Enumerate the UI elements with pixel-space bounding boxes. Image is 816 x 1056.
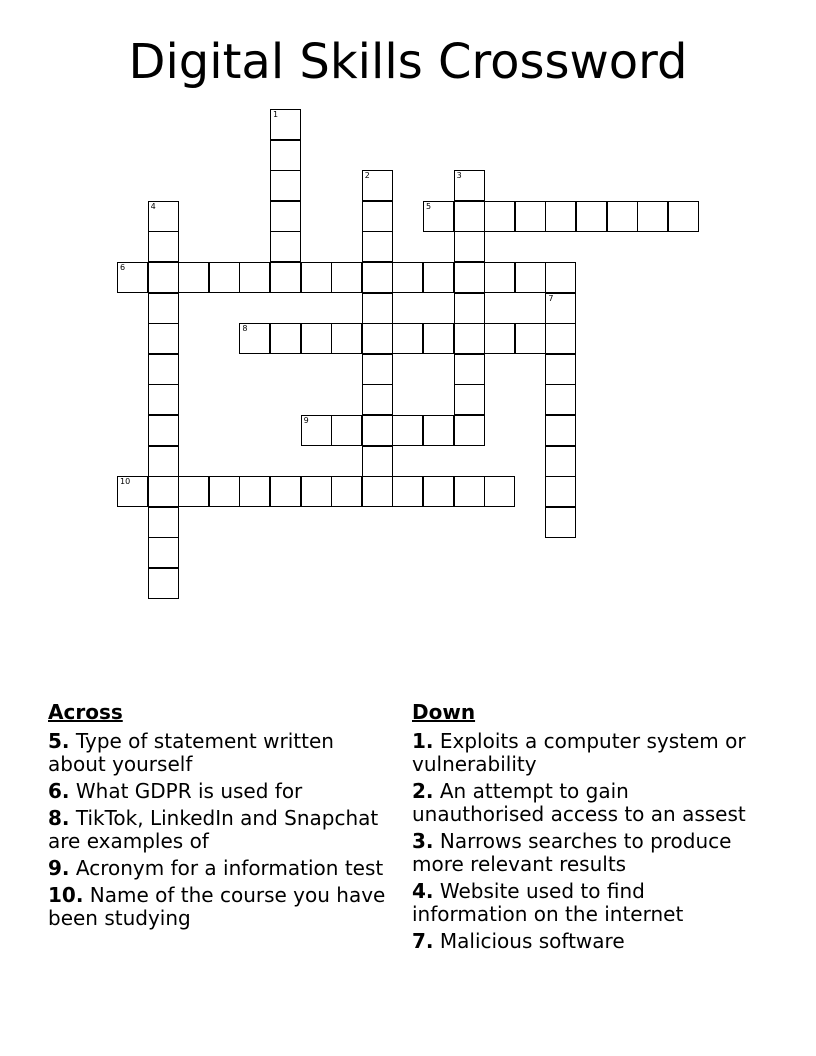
across-clue-9: 9. Acronym for a information test bbox=[48, 856, 384, 880]
grid-cell[interactable] bbox=[148, 323, 179, 354]
grid-cell[interactable] bbox=[148, 507, 179, 538]
grid-cell[interactable] bbox=[239, 476, 270, 507]
grid-cell[interactable] bbox=[545, 384, 576, 415]
grid-cell[interactable] bbox=[362, 323, 393, 354]
page-title: Digital Skills Crossword bbox=[128, 34, 688, 90]
grid-cell[interactable] bbox=[239, 323, 270, 354]
down-clue-7: 7. Malicious software bbox=[412, 929, 625, 953]
grid-cell[interactable] bbox=[148, 384, 179, 415]
clue-number: 3 bbox=[456, 171, 462, 181]
clue-number: 8 bbox=[242, 324, 248, 334]
grid-cell[interactable] bbox=[392, 323, 423, 354]
clue-number: 5 bbox=[426, 201, 432, 211]
grid-cell[interactable] bbox=[362, 170, 393, 201]
grid-cell[interactable] bbox=[668, 201, 699, 232]
grid-cell[interactable] bbox=[301, 323, 332, 354]
clue-number: 7 bbox=[548, 293, 554, 303]
grid-cell[interactable] bbox=[392, 262, 423, 293]
grid-cell[interactable] bbox=[239, 262, 270, 293]
grid-cell[interactable] bbox=[454, 231, 485, 262]
grid-cell[interactable] bbox=[545, 476, 576, 507]
across-clue-10: 10. Name of the course you have been studying bbox=[48, 883, 386, 930]
grid-cell[interactable] bbox=[637, 201, 668, 232]
grid-cell[interactable] bbox=[362, 415, 393, 446]
down-clue-1: 1. Exploits a computer system or vulnerability bbox=[412, 729, 746, 776]
grid-cell[interactable] bbox=[270, 170, 301, 201]
grid-cell[interactable] bbox=[331, 415, 362, 446]
down-clue-4: 4. Website used to find information on the internet bbox=[412, 879, 684, 926]
grid-cell[interactable] bbox=[515, 262, 546, 293]
grid-cell[interactable] bbox=[270, 201, 301, 232]
clue-number: 2 bbox=[364, 171, 370, 181]
grid-cell[interactable] bbox=[423, 323, 454, 354]
grid-cell[interactable] bbox=[423, 262, 454, 293]
grid-cell[interactable] bbox=[270, 476, 301, 507]
grid-cell[interactable] bbox=[148, 293, 179, 324]
grid-cell[interactable] bbox=[270, 231, 301, 262]
across-clues bbox=[48, 700, 388, 934]
grid-cell[interactable] bbox=[362, 262, 393, 293]
grid-cell[interactable] bbox=[148, 537, 179, 568]
grid-cell[interactable] bbox=[607, 201, 638, 232]
grid-cell[interactable] bbox=[454, 262, 485, 293]
grid-cell[interactable] bbox=[148, 262, 179, 293]
grid-cell[interactable] bbox=[270, 262, 301, 293]
grid-cell[interactable] bbox=[148, 415, 179, 446]
grid-cell[interactable] bbox=[148, 354, 179, 385]
grid-cell[interactable] bbox=[362, 354, 393, 385]
grid-cell[interactable] bbox=[362, 201, 393, 232]
grid-cell[interactable] bbox=[301, 262, 332, 293]
grid-cell[interactable] bbox=[148, 446, 179, 477]
grid-cell[interactable] bbox=[392, 476, 423, 507]
grid-cell[interactable] bbox=[301, 415, 332, 446]
grid-cell[interactable] bbox=[423, 201, 454, 232]
grid-cell[interactable] bbox=[545, 201, 576, 232]
grid-cell[interactable] bbox=[209, 262, 240, 293]
grid-cell[interactable] bbox=[454, 201, 485, 232]
grid-cell[interactable] bbox=[545, 354, 576, 385]
grid-cell[interactable] bbox=[178, 476, 209, 507]
grid-cell[interactable] bbox=[454, 293, 485, 324]
grid-cell[interactable] bbox=[454, 384, 485, 415]
grid-cell[interactable] bbox=[423, 415, 454, 446]
grid-cell[interactable] bbox=[454, 323, 485, 354]
clue-number: 4 bbox=[150, 201, 156, 211]
grid-cell[interactable] bbox=[576, 201, 607, 232]
grid-cell[interactable] bbox=[515, 323, 546, 354]
grid-cell[interactable] bbox=[178, 262, 209, 293]
grid-cell[interactable] bbox=[148, 568, 179, 599]
grid-cell[interactable] bbox=[117, 476, 148, 507]
grid-cell[interactable] bbox=[148, 201, 179, 232]
clue-number: 6 bbox=[120, 263, 126, 272]
grid-cell[interactable] bbox=[331, 323, 362, 354]
clue-number: 1 bbox=[273, 110, 279, 119]
grid-cell[interactable] bbox=[301, 476, 332, 507]
grid-cell[interactable] bbox=[331, 476, 362, 507]
grid-cell[interactable] bbox=[454, 170, 485, 201]
grid-cell[interactable] bbox=[362, 384, 393, 415]
grid-cell[interactable] bbox=[545, 293, 576, 324]
grid-cell[interactable] bbox=[545, 323, 576, 354]
grid-cell[interactable] bbox=[423, 476, 454, 507]
grid-cell[interactable] bbox=[270, 140, 301, 171]
across-clue-5: 5. Type of statement written about yourself bbox=[48, 729, 334, 776]
grid-cell[interactable] bbox=[362, 293, 393, 324]
grid-cell[interactable] bbox=[331, 262, 362, 293]
grid-cell[interactable] bbox=[545, 507, 576, 538]
down-heading: Down bbox=[412, 700, 476, 724]
grid-cell[interactable] bbox=[270, 323, 301, 354]
grid-cell[interactable] bbox=[270, 109, 301, 140]
grid-cell[interactable] bbox=[515, 201, 546, 232]
grid-cell[interactable] bbox=[362, 446, 393, 477]
across-clue-8: 8. TikTok, LinkedIn and Snapchat are examples of bbox=[48, 806, 379, 853]
grid-cell[interactable] bbox=[117, 262, 148, 293]
grid-cell[interactable] bbox=[484, 476, 515, 507]
grid-cell[interactable] bbox=[454, 354, 485, 385]
grid-cell[interactable] bbox=[148, 231, 179, 262]
grid-cell[interactable] bbox=[484, 262, 515, 293]
grid-cell[interactable] bbox=[148, 476, 179, 507]
grid-cell[interactable] bbox=[545, 415, 576, 446]
grid-cell[interactable] bbox=[484, 323, 515, 354]
grid-cell[interactable] bbox=[454, 476, 485, 507]
down-clue-2: 2. An attempt to gain unauthorised access to an assest bbox=[412, 779, 746, 826]
across-clue-6: 6. What GDPR is used for bbox=[48, 779, 303, 803]
grid-cell[interactable] bbox=[454, 415, 485, 446]
down-clue-3: 3. Narrows searches to produce more relevant results bbox=[412, 829, 732, 876]
grid-cell[interactable] bbox=[209, 476, 240, 507]
grid-cell[interactable] bbox=[484, 201, 515, 232]
grid-cell[interactable] bbox=[362, 231, 393, 262]
grid-cell[interactable] bbox=[392, 415, 423, 446]
down-clues bbox=[412, 700, 752, 957]
grid-cell[interactable] bbox=[545, 262, 576, 293]
across-heading: Across bbox=[48, 700, 123, 724]
grid-cell[interactable] bbox=[545, 446, 576, 477]
clue-number: 9 bbox=[303, 416, 309, 425]
clue-number: 10 bbox=[120, 477, 131, 487]
grid-cell[interactable] bbox=[362, 476, 393, 507]
